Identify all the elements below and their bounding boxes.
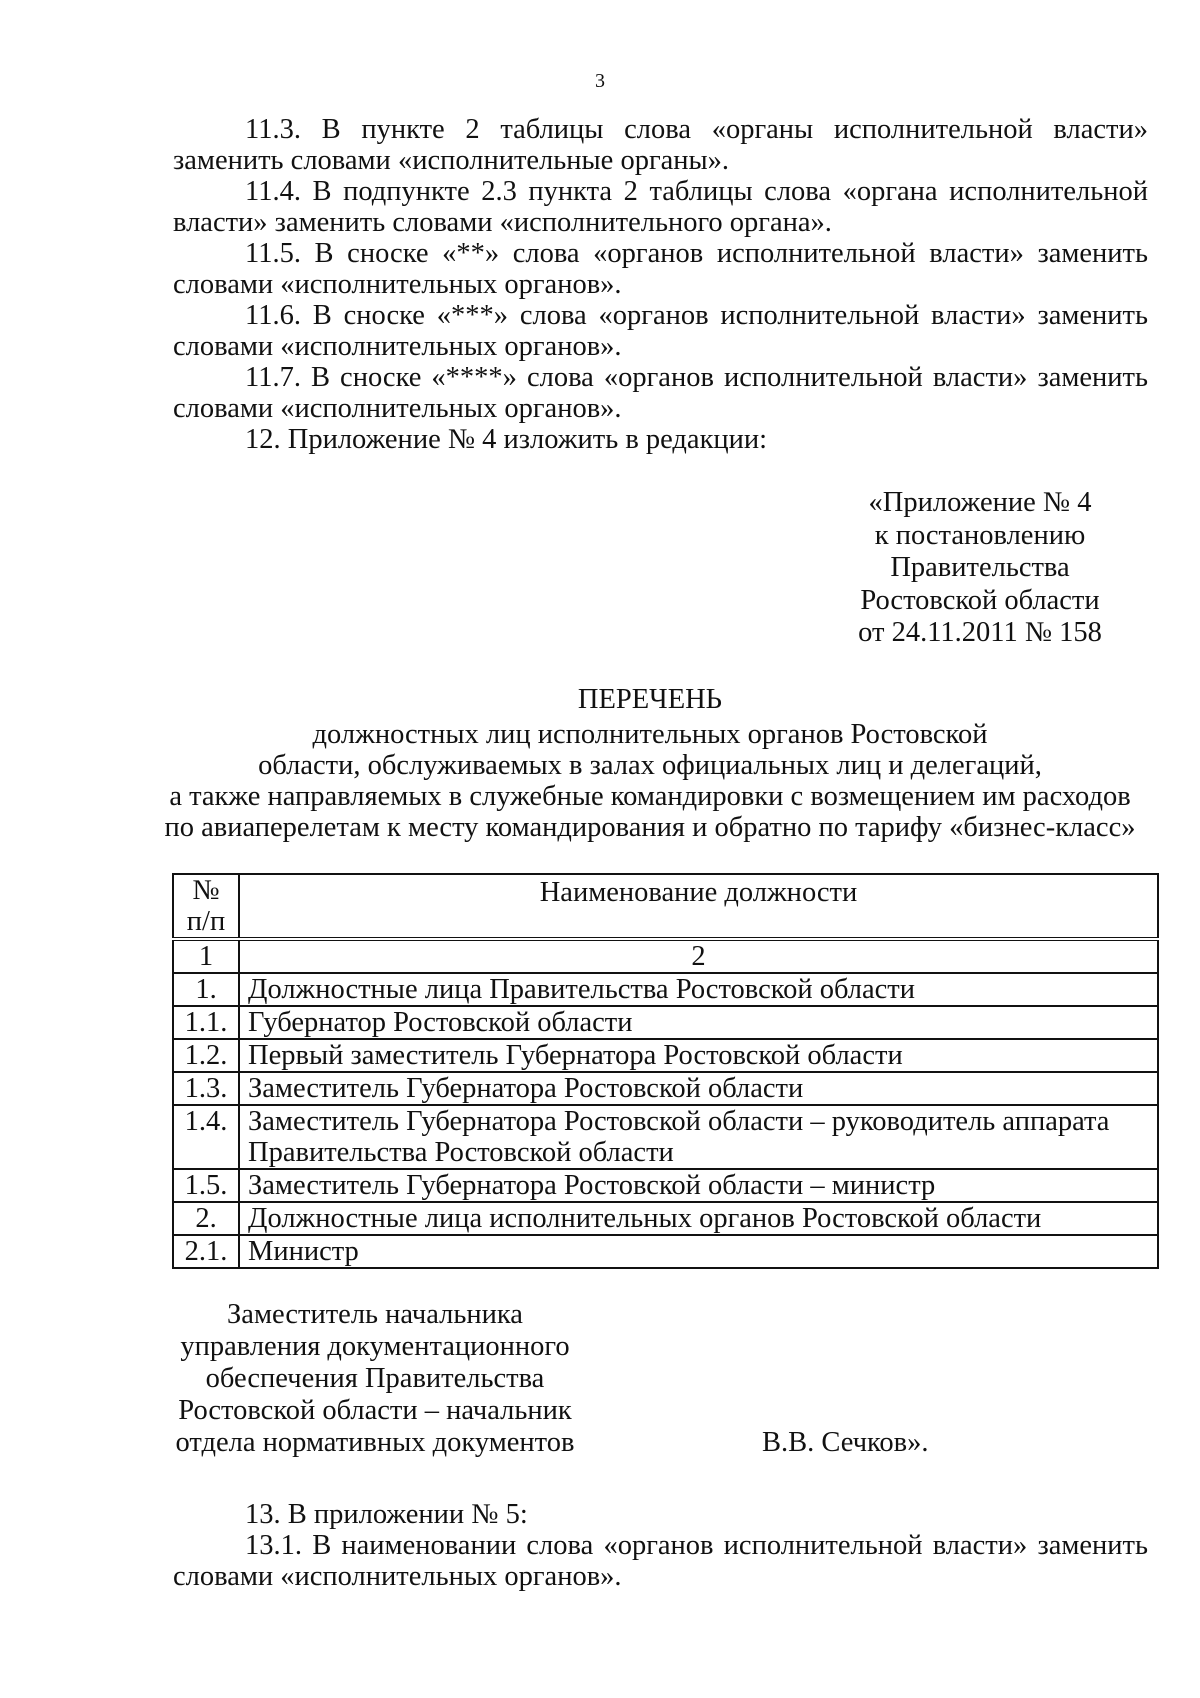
- row-number: 1.: [173, 973, 239, 1006]
- amendment-13: 13. В приложении № 5:: [245, 1499, 528, 1530]
- signatory-title-line: обеспечения Правительства: [205, 1363, 545, 1394]
- table-row: [173, 1105, 1158, 1169]
- row-number: 1.3.: [173, 1072, 239, 1105]
- amendment-13-1: 13.1. В наименовании слова «органов исполнительной власти» заменить словами «исполнительных органов».: [173, 1530, 1148, 1592]
- row-position: Заместитель Губернатора Ростовской области – министр: [239, 1169, 1158, 1202]
- signatory-title-line: отдела нормативных документов: [175, 1427, 575, 1458]
- signatory-name: В.В. Сечков».: [762, 1427, 929, 1458]
- list-title: [160, 684, 1140, 843]
- row-number: 1.4.: [173, 1105, 239, 1169]
- column-number-1: 1: [173, 939, 239, 973]
- column-number-2: 2: [239, 939, 1158, 973]
- signatory-title: [170, 1299, 580, 1459]
- list-subtitle-line: по авиаперелетам к месту командирования и обратно по тарифу «бизнес-класс»: [164, 812, 1136, 843]
- page-number: 3: [595, 70, 605, 92]
- list-subtitle-line: области, обслуживаемых в залах официальных лиц и делегаций,: [258, 750, 1042, 781]
- row-position: Заместитель Губернатора Ростовской области: [239, 1072, 1158, 1105]
- list-subtitle-line: должностных лиц исполнительных органов Ростовской: [312, 719, 988, 750]
- appendix-line: от 24.11.2011 № 158: [858, 617, 1102, 648]
- positions-table: [172, 873, 1159, 1269]
- table-row: [173, 973, 1158, 1006]
- table-row: [173, 1169, 1158, 1202]
- row-position: Губернатор Ростовской области: [239, 1006, 1158, 1039]
- row-number: 2.: [173, 1202, 239, 1235]
- row-position: Должностные лица исполнительных органов Ростовской области: [239, 1202, 1158, 1235]
- appendix-line: Ростовской области: [860, 584, 1100, 616]
- table-row: [173, 1235, 1158, 1268]
- table-row: [173, 1202, 1158, 1235]
- appendix-reference: [830, 487, 1130, 650]
- header-number-line: п/п: [186, 906, 226, 937]
- amendment-11-4: 11.4. В подпункте 2.3 пункта 2 таблицы слова «органа исполнительной власти» заменить словами «исполнительного органа».: [173, 176, 1148, 238]
- amendment-11-7: 11.7. В сноске «****» слова «органов исполнительной власти» заменить словами «исполнительных органов».: [173, 362, 1148, 424]
- row-position: Министр: [239, 1235, 1158, 1268]
- list-heading: ПЕРЕЧЕНЬ: [577, 684, 723, 715]
- header-number-line: №: [192, 875, 220, 906]
- column-number-row: [173, 939, 1158, 973]
- signatory-title-line: Ростовской области – начальник: [178, 1395, 572, 1426]
- header-position-name: Наименование должности: [239, 874, 1158, 939]
- appendix-line: к постановлению: [874, 519, 1086, 551]
- signatory-title-line: управления документационного: [180, 1331, 570, 1362]
- table-row: [173, 1072, 1158, 1105]
- table-row: [173, 1006, 1158, 1039]
- table-header-row: [173, 874, 1158, 939]
- row-position: Заместитель Губернатора Ростовской области – руководитель аппарата Правительства Ростовской области: [239, 1105, 1158, 1169]
- appendix-line: «Приложение № 4: [868, 487, 1092, 518]
- row-number: 1.5.: [173, 1169, 239, 1202]
- list-subtitle-line: а также направляемых в служебные командировки с возмещением им расходов: [169, 781, 1131, 812]
- row-position: Первый заместитель Губернатора Ростовской области: [239, 1039, 1158, 1072]
- amendment-12: 12. Приложение № 4 изложить в редакции:: [245, 424, 768, 455]
- row-position: Должностные лица Правительства Ростовской области: [239, 973, 1158, 1006]
- signatory-title-line: Заместитель начальника: [227, 1299, 523, 1330]
- table-row: [173, 1039, 1158, 1072]
- amendment-11-3: 11.3. В пункте 2 таблицы слова «органы исполнительной власти» заменить словами «исполнительные органы».: [173, 114, 1148, 176]
- row-number: 2.1.: [173, 1235, 239, 1268]
- header-number: [173, 874, 239, 939]
- row-number: 1.1.: [173, 1006, 239, 1039]
- amendment-11-6: 11.6. В сноске «***» слова «органов исполнительной власти» заменить словами «исполнительных органов».: [173, 300, 1148, 362]
- row-number: 1.2.: [173, 1039, 239, 1072]
- amendment-11-5: 11.5. В сноске «**» слова «органов исполнительной власти» заменить словами «исполнительных органов».: [173, 238, 1148, 300]
- appendix-line: Правительства: [890, 552, 1070, 583]
